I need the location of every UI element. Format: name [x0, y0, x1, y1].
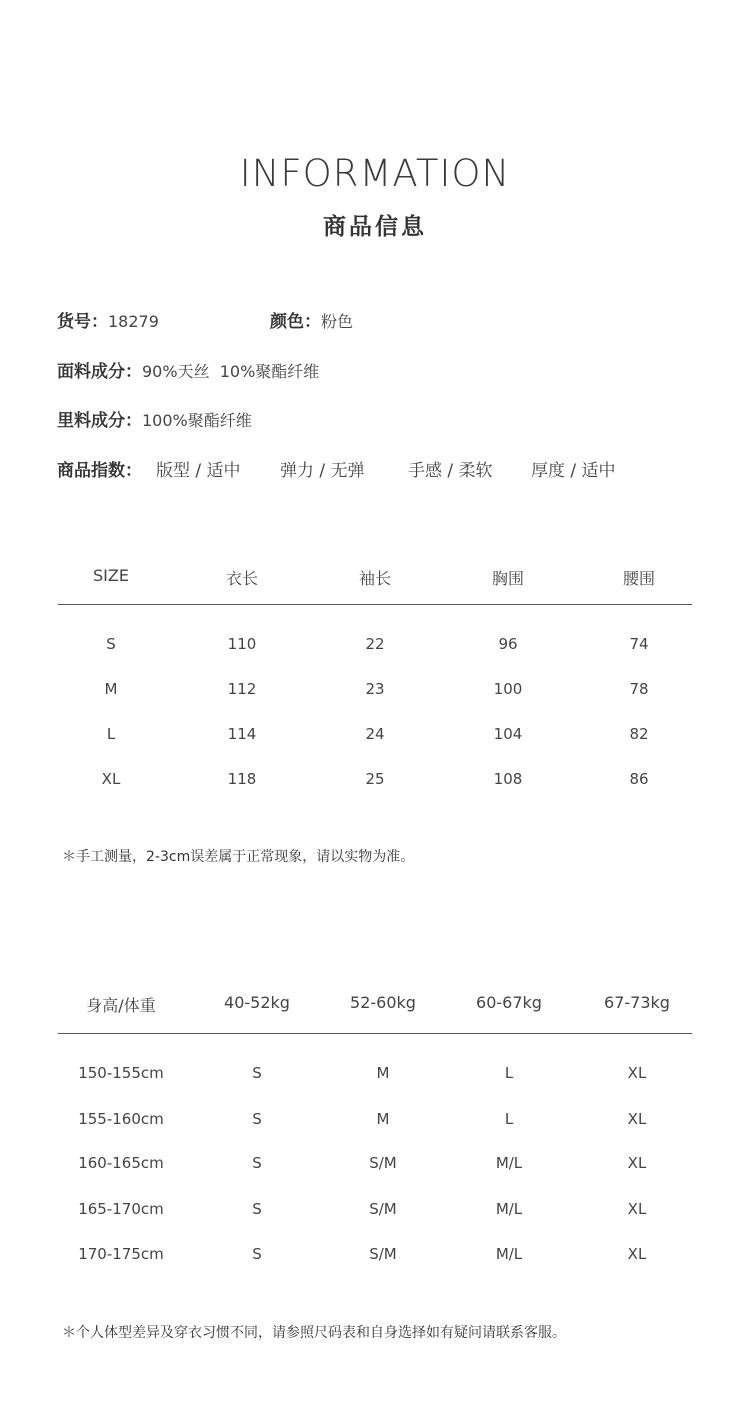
index-thickness: 厚度 / 适中	[531, 461, 616, 481]
fit-table-cell: 155-160cm	[78, 1110, 164, 1128]
size-table-cell: 25	[365, 770, 385, 788]
item-number-label: 货号：	[57, 312, 108, 332]
product-index-label: 商品指数：	[57, 461, 142, 481]
fit-table-cell: M/L	[495, 1154, 523, 1172]
size-table-cell: 100	[493, 680, 523, 698]
index-stretch: 弹力 / 无弹	[280, 461, 365, 481]
item-number-value: 18279	[108, 312, 159, 331]
index-fit: 版型 / 适中	[156, 461, 241, 481]
size-table-cell: 114	[227, 725, 257, 743]
item-number-row	[57, 309, 159, 335]
size-table-note: ＊手工测量，2-3cm误差属于正常现象，请以实物为准。	[62, 849, 415, 865]
lining-label: 里料成分：	[57, 411, 142, 431]
index-feel: 手感 / 柔软	[408, 461, 493, 481]
fit-table-cell: 165-170cm	[78, 1200, 164, 1218]
fit-table-cell: S	[252, 1064, 262, 1082]
page-subtitle: 商品信息	[323, 214, 427, 240]
color-value: 粉色	[321, 312, 354, 331]
fit-table-cell: XL	[627, 1200, 647, 1218]
size-table-cell: 24	[365, 725, 385, 743]
fit-table-cell: M/L	[495, 1200, 523, 1218]
size-table-cell: XL	[101, 770, 121, 788]
fit-table-cell: XL	[627, 1154, 647, 1172]
fit-table-cell: M	[376, 1064, 390, 1082]
fit-table-cell: S	[252, 1200, 262, 1218]
fit-table-divider	[58, 1033, 692, 1034]
size-table-cell: 78	[629, 680, 649, 698]
size-table-header-cell: 胸围	[491, 569, 524, 588]
size-table-cell: S	[106, 635, 116, 653]
fit-table-cell: S	[252, 1245, 262, 1263]
size-table-header-cell: 衣长	[225, 569, 258, 588]
fabric-value: 90%天丝 10%聚酯纤维	[142, 362, 320, 381]
size-table-cell: 118	[227, 770, 257, 788]
size-table-cell: 110	[227, 635, 257, 653]
size-table-cell: 104	[493, 725, 523, 743]
size-table-header-cell: 腰围	[622, 569, 655, 588]
lining-value: 100%聚酯纤维	[142, 411, 252, 430]
size-table-divider	[58, 604, 692, 605]
fit-table-cell: 150-155cm	[78, 1064, 164, 1082]
fit-table-cell: M/L	[495, 1245, 523, 1263]
size-table-cell: 23	[365, 680, 385, 698]
size-table-cell: 22	[365, 635, 385, 653]
fabric-row	[57, 359, 319, 385]
page-title: INFORMATION	[239, 152, 511, 195]
size-table-cell: 108	[493, 770, 523, 788]
fit-table-note: ＊个人体型差异及穿衣习惯不同，请参照尺码表和自身选择如有疑问请联系客服。	[62, 1325, 566, 1341]
size-table-cell: M	[104, 680, 118, 698]
fit-table-cell: 160-165cm	[78, 1154, 164, 1172]
size-table-cell: 112	[227, 680, 257, 698]
fit-table-cell: XL	[627, 1110, 647, 1128]
size-table-cell: 74	[629, 635, 649, 653]
size-table-cell: 96	[498, 635, 518, 653]
fabric-label: 面料成分：	[57, 362, 142, 382]
fit-table-cell: S/M	[369, 1154, 397, 1172]
fit-table-cell: M	[376, 1110, 390, 1128]
size-table-cell: 86	[629, 770, 649, 788]
size-table-header-cell: SIZE	[93, 566, 129, 585]
size-table-header-cell: 袖长	[358, 569, 391, 588]
fit-table-header-cell: 40-52kg	[224, 993, 290, 1012]
fit-table-cell: L	[504, 1064, 514, 1082]
product-index-row	[57, 458, 142, 484]
lining-row	[57, 408, 252, 434]
color-row	[270, 309, 353, 335]
fit-table-cell: XL	[627, 1245, 647, 1263]
fit-table-header-cell: 67-73kg	[604, 993, 670, 1012]
size-table-cell: 82	[629, 725, 649, 743]
fit-table-cell: S/M	[369, 1200, 397, 1218]
fit-table-cell: L	[504, 1110, 514, 1128]
size-table-cell: L	[106, 725, 116, 743]
fit-table-cell: S	[252, 1154, 262, 1172]
fit-table-header-cell: 60-67kg	[476, 993, 542, 1012]
fit-table-header-cell: 52-60kg	[350, 993, 416, 1012]
fit-table-cell: XL	[627, 1064, 647, 1082]
fit-table-header-cell: 身高/体重	[86, 996, 156, 1015]
fit-table-cell: 170-175cm	[78, 1245, 164, 1263]
color-label: 颜色：	[270, 312, 321, 332]
fit-table-cell: S	[252, 1110, 262, 1128]
fit-table-cell: S/M	[369, 1245, 397, 1263]
